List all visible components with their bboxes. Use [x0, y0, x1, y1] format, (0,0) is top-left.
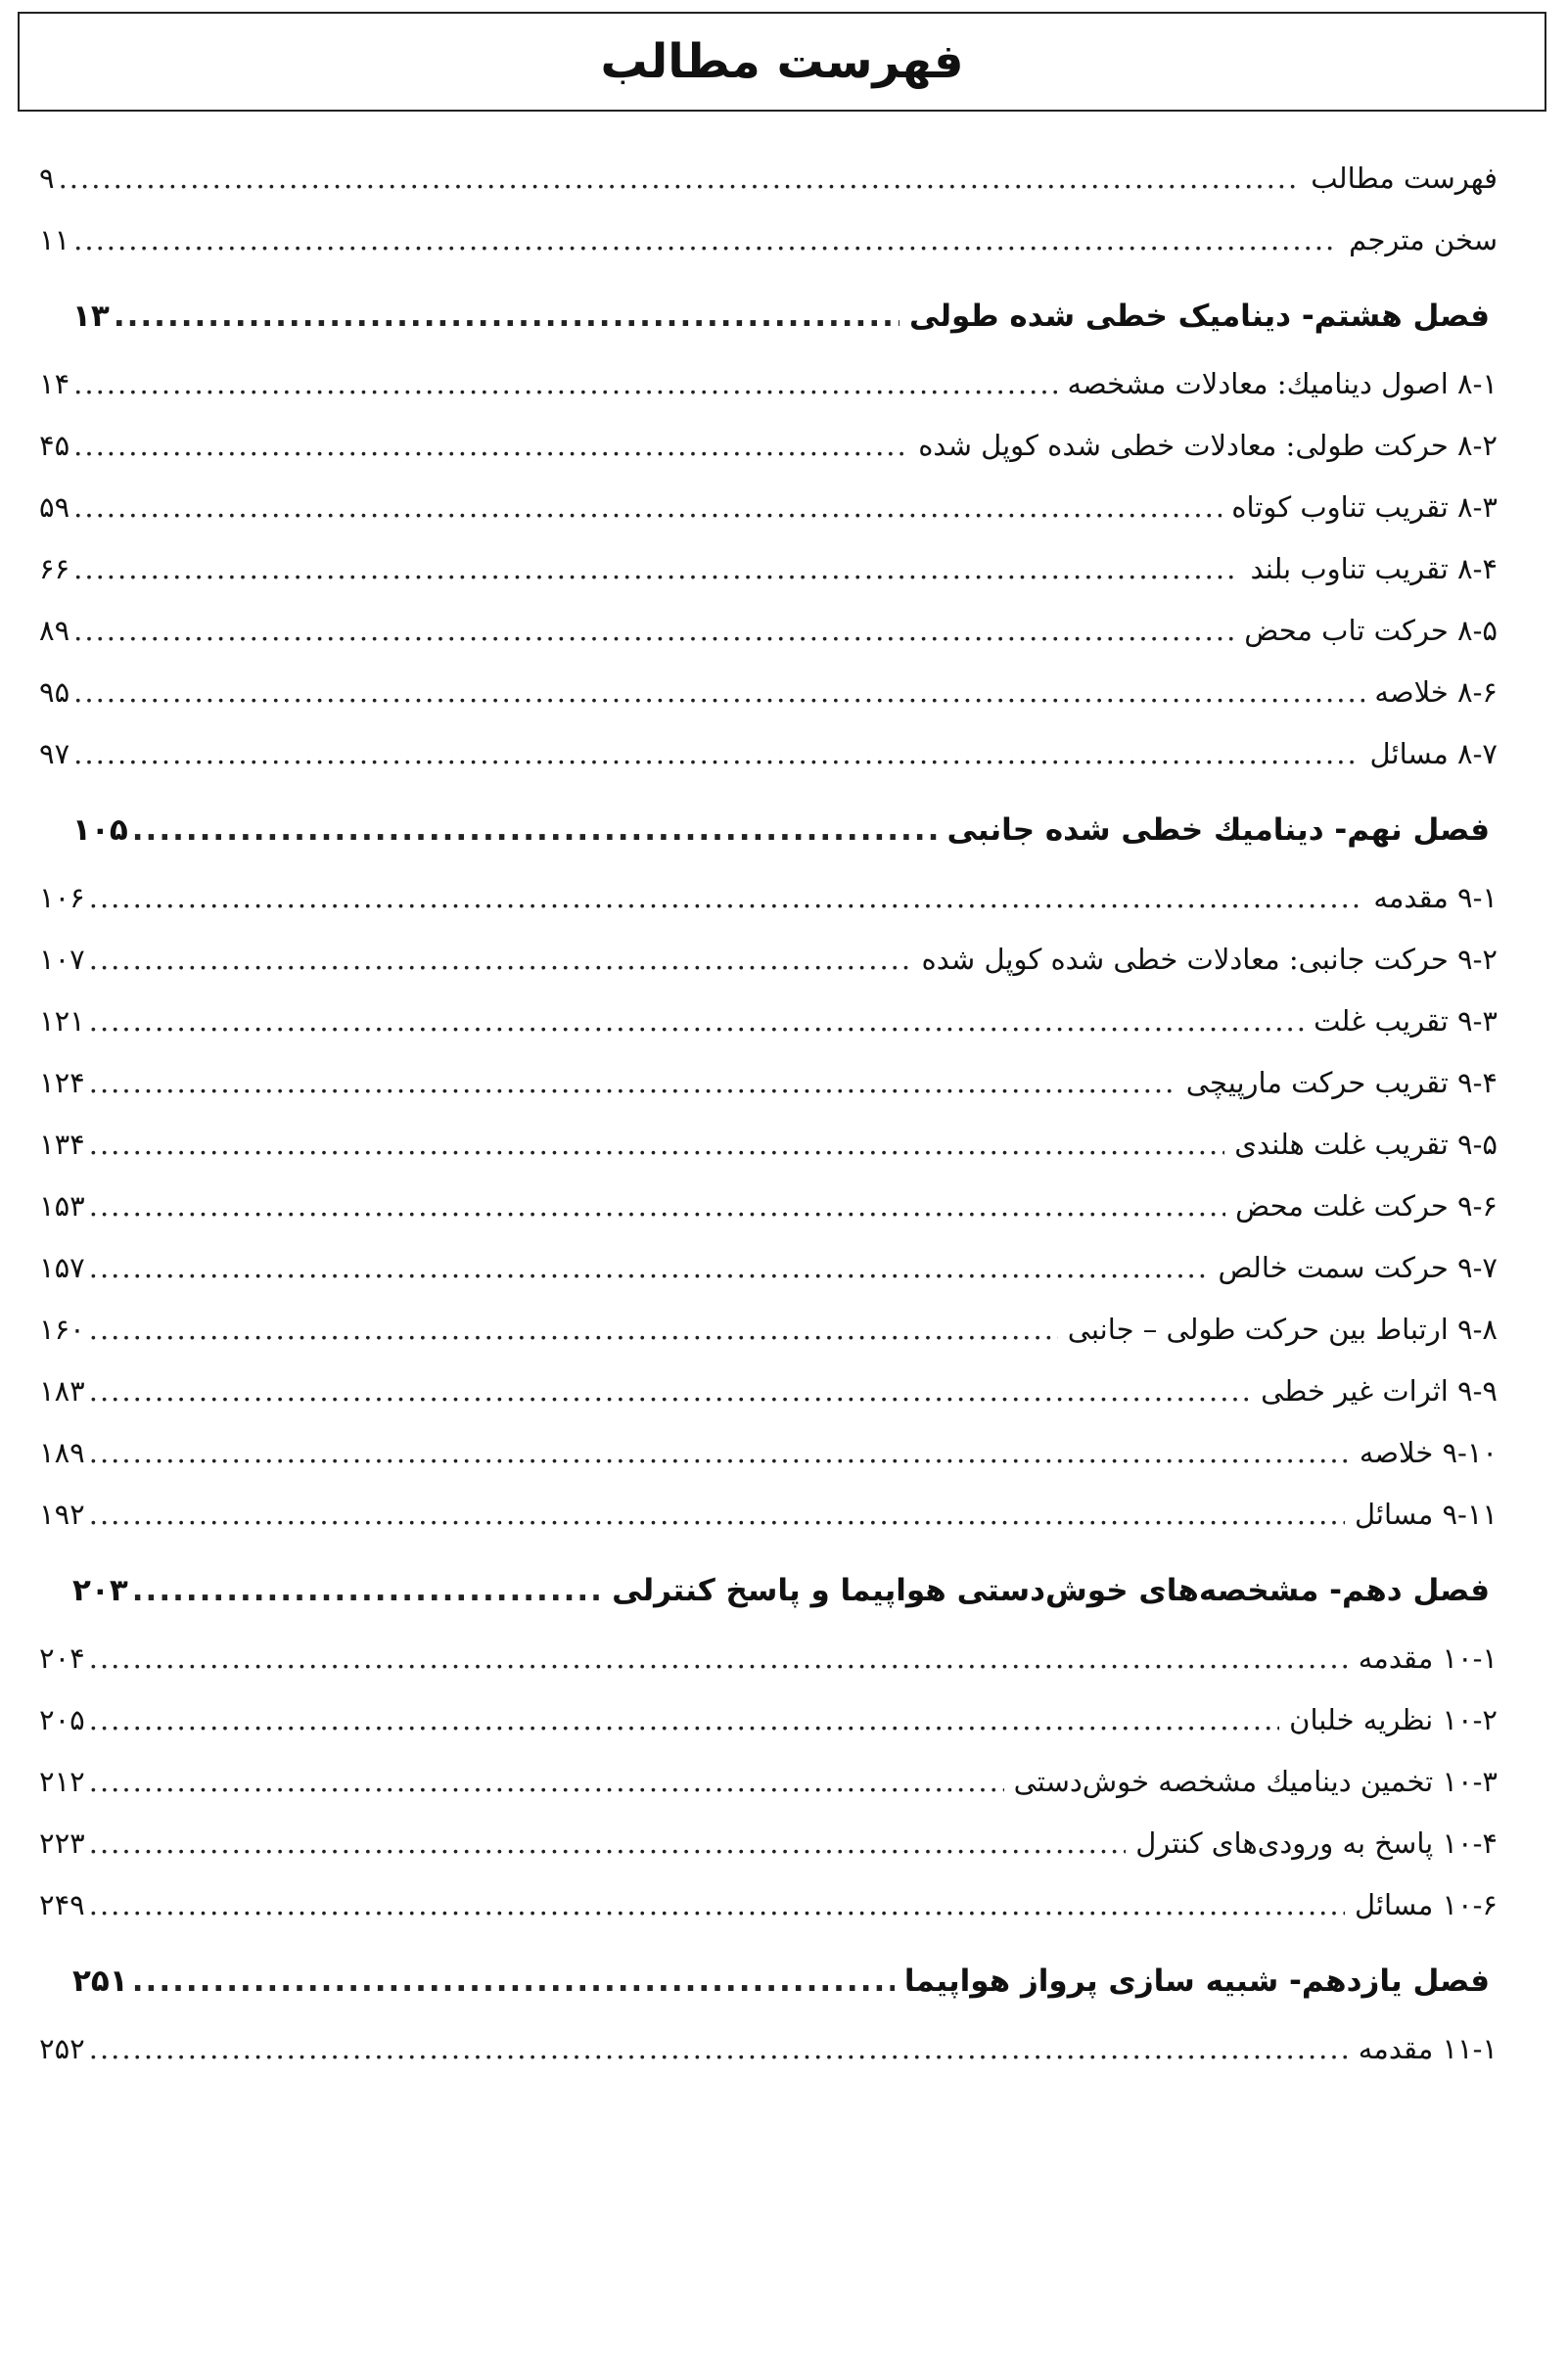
toc-entry-row — [39, 614, 1498, 675]
toc-page-number: ۲۵۱ — [72, 1963, 128, 1999]
toc-label: فصل یازدهم- شبیه سازی پرواز هواپیما — [903, 1963, 1490, 1999]
toc-label: فصل دهم- مشخصه‌های خوش‌دستی هواپیما و پاسخ کنترلی — [612, 1573, 1490, 1608]
toc-entry-row — [39, 1128, 1498, 1189]
toc-leader-dots — [132, 1963, 895, 1999]
toc-page-number: ۱۰۷ — [39, 943, 85, 976]
toc-leader-dots — [89, 2032, 1349, 2065]
toc-leader-dots — [89, 881, 1364, 914]
toc-entry-row — [39, 429, 1498, 490]
toc-leader-dots — [89, 1703, 1279, 1736]
toc-label: ۹-۶ حرکت غلت محض — [1235, 1189, 1498, 1223]
toc-page-number: ۱۳۴ — [39, 1128, 85, 1161]
toc-leader-dots — [89, 1066, 1176, 1099]
toc-page-number: ۱۹۲ — [39, 1498, 85, 1531]
toc-page-number: ۱۵۳ — [39, 1189, 85, 1223]
toc-label: سخن مترجم — [1349, 223, 1498, 256]
toc-label: ۸-۲ حرکت طولی: معادلات خطی شده کوپل شده — [918, 429, 1498, 462]
toc-chapter-row — [39, 799, 1498, 881]
toc-label: ۱۱-۱ مقدمه — [1358, 2032, 1498, 2065]
toc-entry-row — [39, 367, 1498, 429]
toc-leader-dots — [89, 1436, 1350, 1469]
toc-leader-dots — [73, 737, 1360, 770]
toc-label: ۹-۲ حرکت جانبی: معادلات خطی شده کوپل شده — [921, 943, 1498, 976]
toc-entry-row — [39, 737, 1498, 799]
toc-page-number: ۱۴ — [39, 367, 70, 400]
toc-entry-row — [39, 1251, 1498, 1313]
toc-page-number: ۱۶۰ — [39, 1313, 85, 1346]
toc-entry-row — [39, 1066, 1498, 1128]
toc-page-number: ۹ — [39, 162, 55, 195]
toc-label: ۹-۳ تقریب غلت — [1314, 1004, 1498, 1038]
toc-page-number: ۶۶ — [39, 552, 70, 585]
toc-page-number: ۱۲۴ — [39, 1066, 85, 1099]
toc-leader-dots — [73, 367, 1057, 400]
toc-page-number: ۸۹ — [39, 614, 70, 647]
toc-entry-row — [39, 1004, 1498, 1066]
toc-entry-row — [39, 1888, 1498, 1950]
toc-leader-dots — [73, 223, 1339, 256]
toc-entry-row — [39, 1826, 1498, 1888]
toc-entry-row — [39, 1374, 1498, 1436]
toc-leader-dots — [73, 675, 1364, 709]
toc-leader-dots — [89, 1251, 1209, 1284]
toc-page-number: ۲۰۵ — [39, 1703, 85, 1736]
toc-page-number: ۴۵ — [39, 429, 70, 462]
toc-page-number: ۱۰۶ — [39, 881, 85, 914]
toc-leader-dots — [89, 1765, 1004, 1798]
toc-label: ۹-۵ تقریب غلت هلندی — [1234, 1128, 1498, 1161]
toc-label: فهرست مطالب — [1311, 162, 1498, 195]
toc-label: ۸-۱ اصول دینامیك: معادلات مشخصه — [1067, 367, 1498, 400]
toc-chapter-row — [39, 285, 1498, 367]
toc-label: ۹-۸ ارتباط بین حرکت طولی – جانبی — [1067, 1313, 1498, 1346]
toc-leader-dots — [132, 812, 938, 848]
toc-page-number: ۱۱ — [39, 223, 70, 256]
toc-page-number: ۲۰۴ — [39, 1641, 85, 1675]
table-of-contents — [39, 162, 1498, 2094]
toc-page-number: ۱۸۳ — [39, 1374, 85, 1408]
toc-label: ۹-۹ اثرات غیر خطی — [1261, 1374, 1498, 1408]
toc-leader-dots — [89, 943, 912, 976]
toc-label: ۹-۴ تقریب حرکت مارپیچی — [1185, 1066, 1498, 1099]
toc-leader-dots — [89, 1498, 1345, 1531]
toc-page-number: ۲۵۲ — [39, 2032, 85, 2065]
toc-label: ۸-۶ خلاصه — [1374, 675, 1498, 709]
toc-entry-row — [39, 881, 1498, 943]
toc-leader-dots — [89, 1641, 1349, 1675]
toc-entry-row — [39, 1189, 1498, 1251]
toc-label: ۸-۵ حرکت تاب محض — [1244, 614, 1498, 647]
toc-label: ۱۰-۱ مقدمه — [1358, 1641, 1498, 1675]
toc-page-number: ۱۰۵ — [72, 812, 128, 848]
toc-label: ۸-۳ تقریب تناوب کوتاه — [1231, 490, 1498, 524]
toc-page-number: ۵۹ — [39, 490, 70, 524]
toc-leader-dots — [59, 162, 1302, 195]
toc-entry-row — [39, 1498, 1498, 1559]
toc-entry-row — [39, 1765, 1498, 1826]
toc-label: ۱۰-۴ پاسخ به ورودی‌های کنترل — [1135, 1826, 1498, 1860]
toc-leader-dots — [89, 1128, 1225, 1161]
toc-leader-dots — [73, 614, 1234, 647]
toc-entry-row — [39, 675, 1498, 737]
toc-leader-dots — [73, 429, 908, 462]
toc-page-number: ۱۳ — [72, 299, 110, 334]
toc-page-number: ۱۵۷ — [39, 1251, 85, 1284]
toc-entry-row — [39, 1436, 1498, 1498]
toc-page-number: ۲۲۳ — [39, 1826, 85, 1860]
toc-label: ۹-۱ مقدمه — [1373, 881, 1498, 914]
toc-leader-dots — [89, 1888, 1345, 1921]
toc-leader-dots — [114, 299, 899, 334]
toc-label: ۸-۷ مسائل — [1369, 737, 1498, 770]
toc-page-number: ۱۲۱ — [39, 1004, 85, 1038]
toc-label: فصل نهم- دینامیك خطی شده جانبی — [946, 812, 1490, 848]
toc-label: ۹-۱۱ مسائل — [1354, 1498, 1498, 1531]
toc-label: ۱۰-۳ تخمین دینامیك مشخصه خوش‌دستی — [1013, 1765, 1498, 1798]
toc-leader-dots — [73, 490, 1222, 524]
page-title: فهرست مطالب — [600, 34, 964, 89]
toc-page-number: ۹۷ — [39, 737, 70, 770]
toc-entry-row — [39, 552, 1498, 614]
toc-leader-dots — [89, 1374, 1251, 1408]
toc-leader-dots — [89, 1313, 1058, 1346]
toc-label: ۱۰-۲ نظریه خلبان — [1289, 1703, 1498, 1736]
toc-leader-dots — [89, 1189, 1225, 1223]
toc-label: ۹-۷ حرکت سمت خالص — [1218, 1251, 1498, 1284]
toc-entry-row — [39, 490, 1498, 552]
toc-page-number: ۱۸۹ — [39, 1436, 85, 1469]
toc-entry-row — [39, 223, 1498, 285]
toc-page-number: ۹۵ — [39, 675, 70, 709]
toc-leader-dots — [73, 552, 1240, 585]
toc-entry-row — [39, 2032, 1498, 2094]
page-title-box — [18, 12, 1546, 112]
toc-page-number: ۲۱۲ — [39, 1765, 85, 1798]
toc-chapter-row — [39, 1559, 1498, 1641]
toc-entry-row — [39, 943, 1498, 1004]
toc-label: ۱۰-۶ مسائل — [1354, 1888, 1498, 1921]
toc-page-number: ۲۰۳ — [72, 1573, 128, 1608]
toc-label: فصل هشتم- دینامیک خطی شده طولی — [908, 299, 1490, 334]
toc-entry-row — [39, 1703, 1498, 1765]
toc-entry-row — [39, 1641, 1498, 1703]
toc-leader-dots — [132, 1573, 602, 1608]
toc-page-number: ۲۴۹ — [39, 1888, 85, 1921]
toc-chapter-row — [39, 1950, 1498, 2032]
toc-entry-row — [39, 162, 1498, 223]
toc-leader-dots — [89, 1004, 1304, 1038]
toc-label: ۸-۴ تقریب تناوب بلند — [1250, 552, 1498, 585]
toc-entry-row — [39, 1313, 1498, 1374]
toc-label: ۹-۱۰ خلاصه — [1359, 1436, 1498, 1469]
toc-leader-dots — [89, 1826, 1126, 1860]
